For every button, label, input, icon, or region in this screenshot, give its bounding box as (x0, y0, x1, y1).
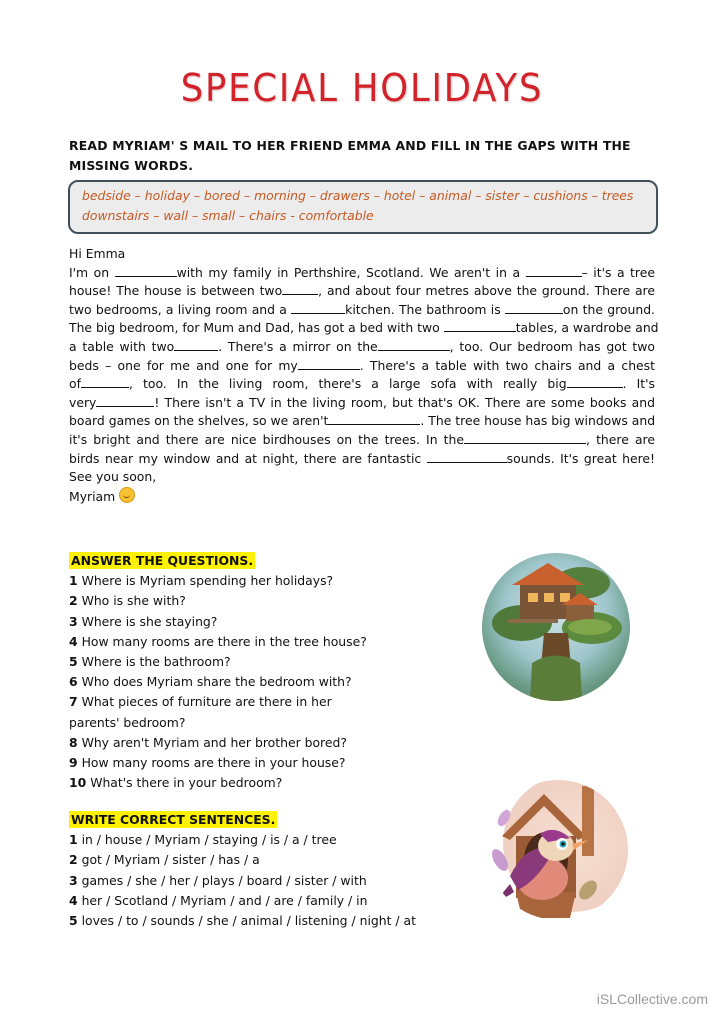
list-item (69, 911, 469, 931)
item-text: Why aren't Myriam and her brother bored? (81, 734, 347, 750)
gap-blank[interactable] (328, 412, 420, 425)
letter-line: beds – one for me and one for my . There's a table with two chairs and a chest (69, 357, 655, 373)
worksheet-title: SPECIAL HOLIDAYS (180, 66, 544, 110)
instructions: READ MYRIAM' S MAIL TO HER FRIEND EMMA AND FILL IN THE GAPS WITH THE MISSING WORDS. (69, 138, 631, 173)
item-text: Who is she with? (81, 593, 186, 609)
item-text: in / house / Myriam / staying / is / a / tree (81, 832, 337, 848)
questions-section (69, 551, 469, 793)
gap-blank[interactable] (298, 357, 360, 370)
item-text: What's there in your bedroom? (90, 775, 283, 791)
list-item (69, 830, 469, 850)
gap-blank[interactable] (282, 282, 318, 295)
word-bank-line-2: downstairs – wall – small – chairs - comfortable (82, 208, 374, 223)
birdhouse-illustration (488, 780, 628, 920)
letter-line: board games on the shelves, so we aren't . The tree house has big windows and (69, 413, 656, 429)
item-text: Where is she staying? (81, 613, 218, 629)
gap-blank[interactable] (96, 394, 154, 407)
item-number: 3 (69, 872, 78, 888)
item-number: 1 (69, 573, 78, 589)
letter-line: of , too. In the living room, there's a large sofa with really big . It's (69, 376, 655, 392)
item-text: her / Scotland / Myriam / and / are / family / in (81, 892, 368, 908)
list-item (69, 632, 469, 652)
letter-closing: See you soon, (69, 469, 157, 485)
smiley-icon (119, 487, 135, 503)
email-letter (69, 245, 659, 506)
item-number: 9 (69, 755, 78, 771)
item-number: 2 (69, 852, 78, 868)
item-number: 10 (69, 775, 87, 791)
letter-line: I'm on with my family in Perthshire, Scotland. We aren't in a – it's a tree (69, 264, 655, 280)
watermark: iSLCollective.com (596, 991, 708, 1007)
gap-blank[interactable] (174, 338, 218, 351)
letter-line: two bedrooms, a living room and a kitchen. The bathroom is on the ground. (69, 301, 655, 317)
item-text: How many rooms are there in your house? (81, 755, 346, 771)
list-item (69, 672, 469, 692)
questions-heading: ANSWER THE QUESTIONS. (71, 553, 254, 568)
item-text: Where is Myriam spending her holidays? (81, 573, 334, 589)
item-text: games / she / her / plays / board / sister / with (81, 872, 367, 888)
list-item (69, 652, 469, 672)
letter-line: birds near my window and at night, there are fantastic sounds. It's great here! (69, 450, 656, 466)
list-item (69, 753, 469, 773)
item-number: 8 (69, 734, 78, 750)
item-number: 4 (69, 892, 78, 908)
list-item (69, 733, 469, 753)
letter-greeting: Hi Emma (69, 246, 126, 261)
item-number: 7 (69, 694, 78, 710)
letter-line: The big bedroom, for Mum and Dad, has got a bed with two tables, a wardrobe and (69, 320, 659, 336)
letter-signature: Myriam (69, 487, 655, 507)
item-text: parents' bedroom? (69, 714, 186, 730)
item-number: 6 (69, 674, 78, 690)
gap-blank[interactable] (444, 319, 516, 332)
letter-line: a table with two . There's a mirror on the , too. Our bedroom has got two (69, 338, 655, 354)
item-text: got / Myriam / sister / has / a (81, 852, 260, 868)
gap-blank[interactable] (427, 450, 507, 463)
gap-blank[interactable] (464, 431, 586, 444)
list-item (69, 612, 469, 632)
list-item (69, 773, 469, 793)
list-item (69, 891, 469, 911)
item-text: Who does Myriam share the bedroom with? (81, 674, 352, 690)
word-bank-box (68, 180, 658, 234)
gap-blank[interactable] (81, 375, 129, 388)
list-item (69, 692, 469, 712)
gap-blank[interactable] (505, 301, 563, 314)
gap-blank[interactable] (526, 264, 582, 277)
gap-blank[interactable] (567, 375, 623, 388)
item-number: 3 (69, 613, 78, 629)
letter-line: house! The house is between two , and about four metres above the ground. There are (69, 283, 655, 299)
list-item (69, 850, 469, 870)
sentences-section (69, 810, 469, 931)
item-text: How many rooms are there in the tree house? (81, 633, 367, 649)
gap-blank[interactable] (115, 264, 177, 277)
item-text: Where is the bathroom? (81, 654, 231, 670)
treehouse-icon (482, 553, 630, 701)
list-item (69, 571, 469, 591)
gap-blank[interactable] (378, 338, 450, 351)
item-number: 5 (69, 913, 78, 929)
treehouse-illustration (482, 553, 630, 701)
item-number: 5 (69, 654, 78, 670)
letter-line: it's bright and there are nice birdhouses on the trees. In the , there are (69, 431, 655, 447)
item-number: 4 (69, 633, 78, 649)
gap-blank[interactable] (291, 301, 345, 314)
item-text: What pieces of furniture are there in her (81, 694, 332, 710)
letter-line: very ! There isn't a TV in the living room, but that's OK. There are some books and (69, 394, 655, 410)
item-number: 1 (69, 832, 78, 848)
word-bank-line-1: bedside – holiday – bored – morning – drawers – hotel – animal – sister – cushions – trees (82, 188, 634, 203)
sentences-heading: WRITE CORRECT SENTENCES. (71, 812, 276, 827)
bird-icon (488, 780, 628, 920)
list-item (69, 713, 469, 733)
item-text: loves / to / sounds / she / animal / listening / night / at (81, 913, 416, 929)
list-item (69, 591, 469, 611)
list-item (69, 871, 469, 891)
item-number: 2 (69, 593, 78, 609)
